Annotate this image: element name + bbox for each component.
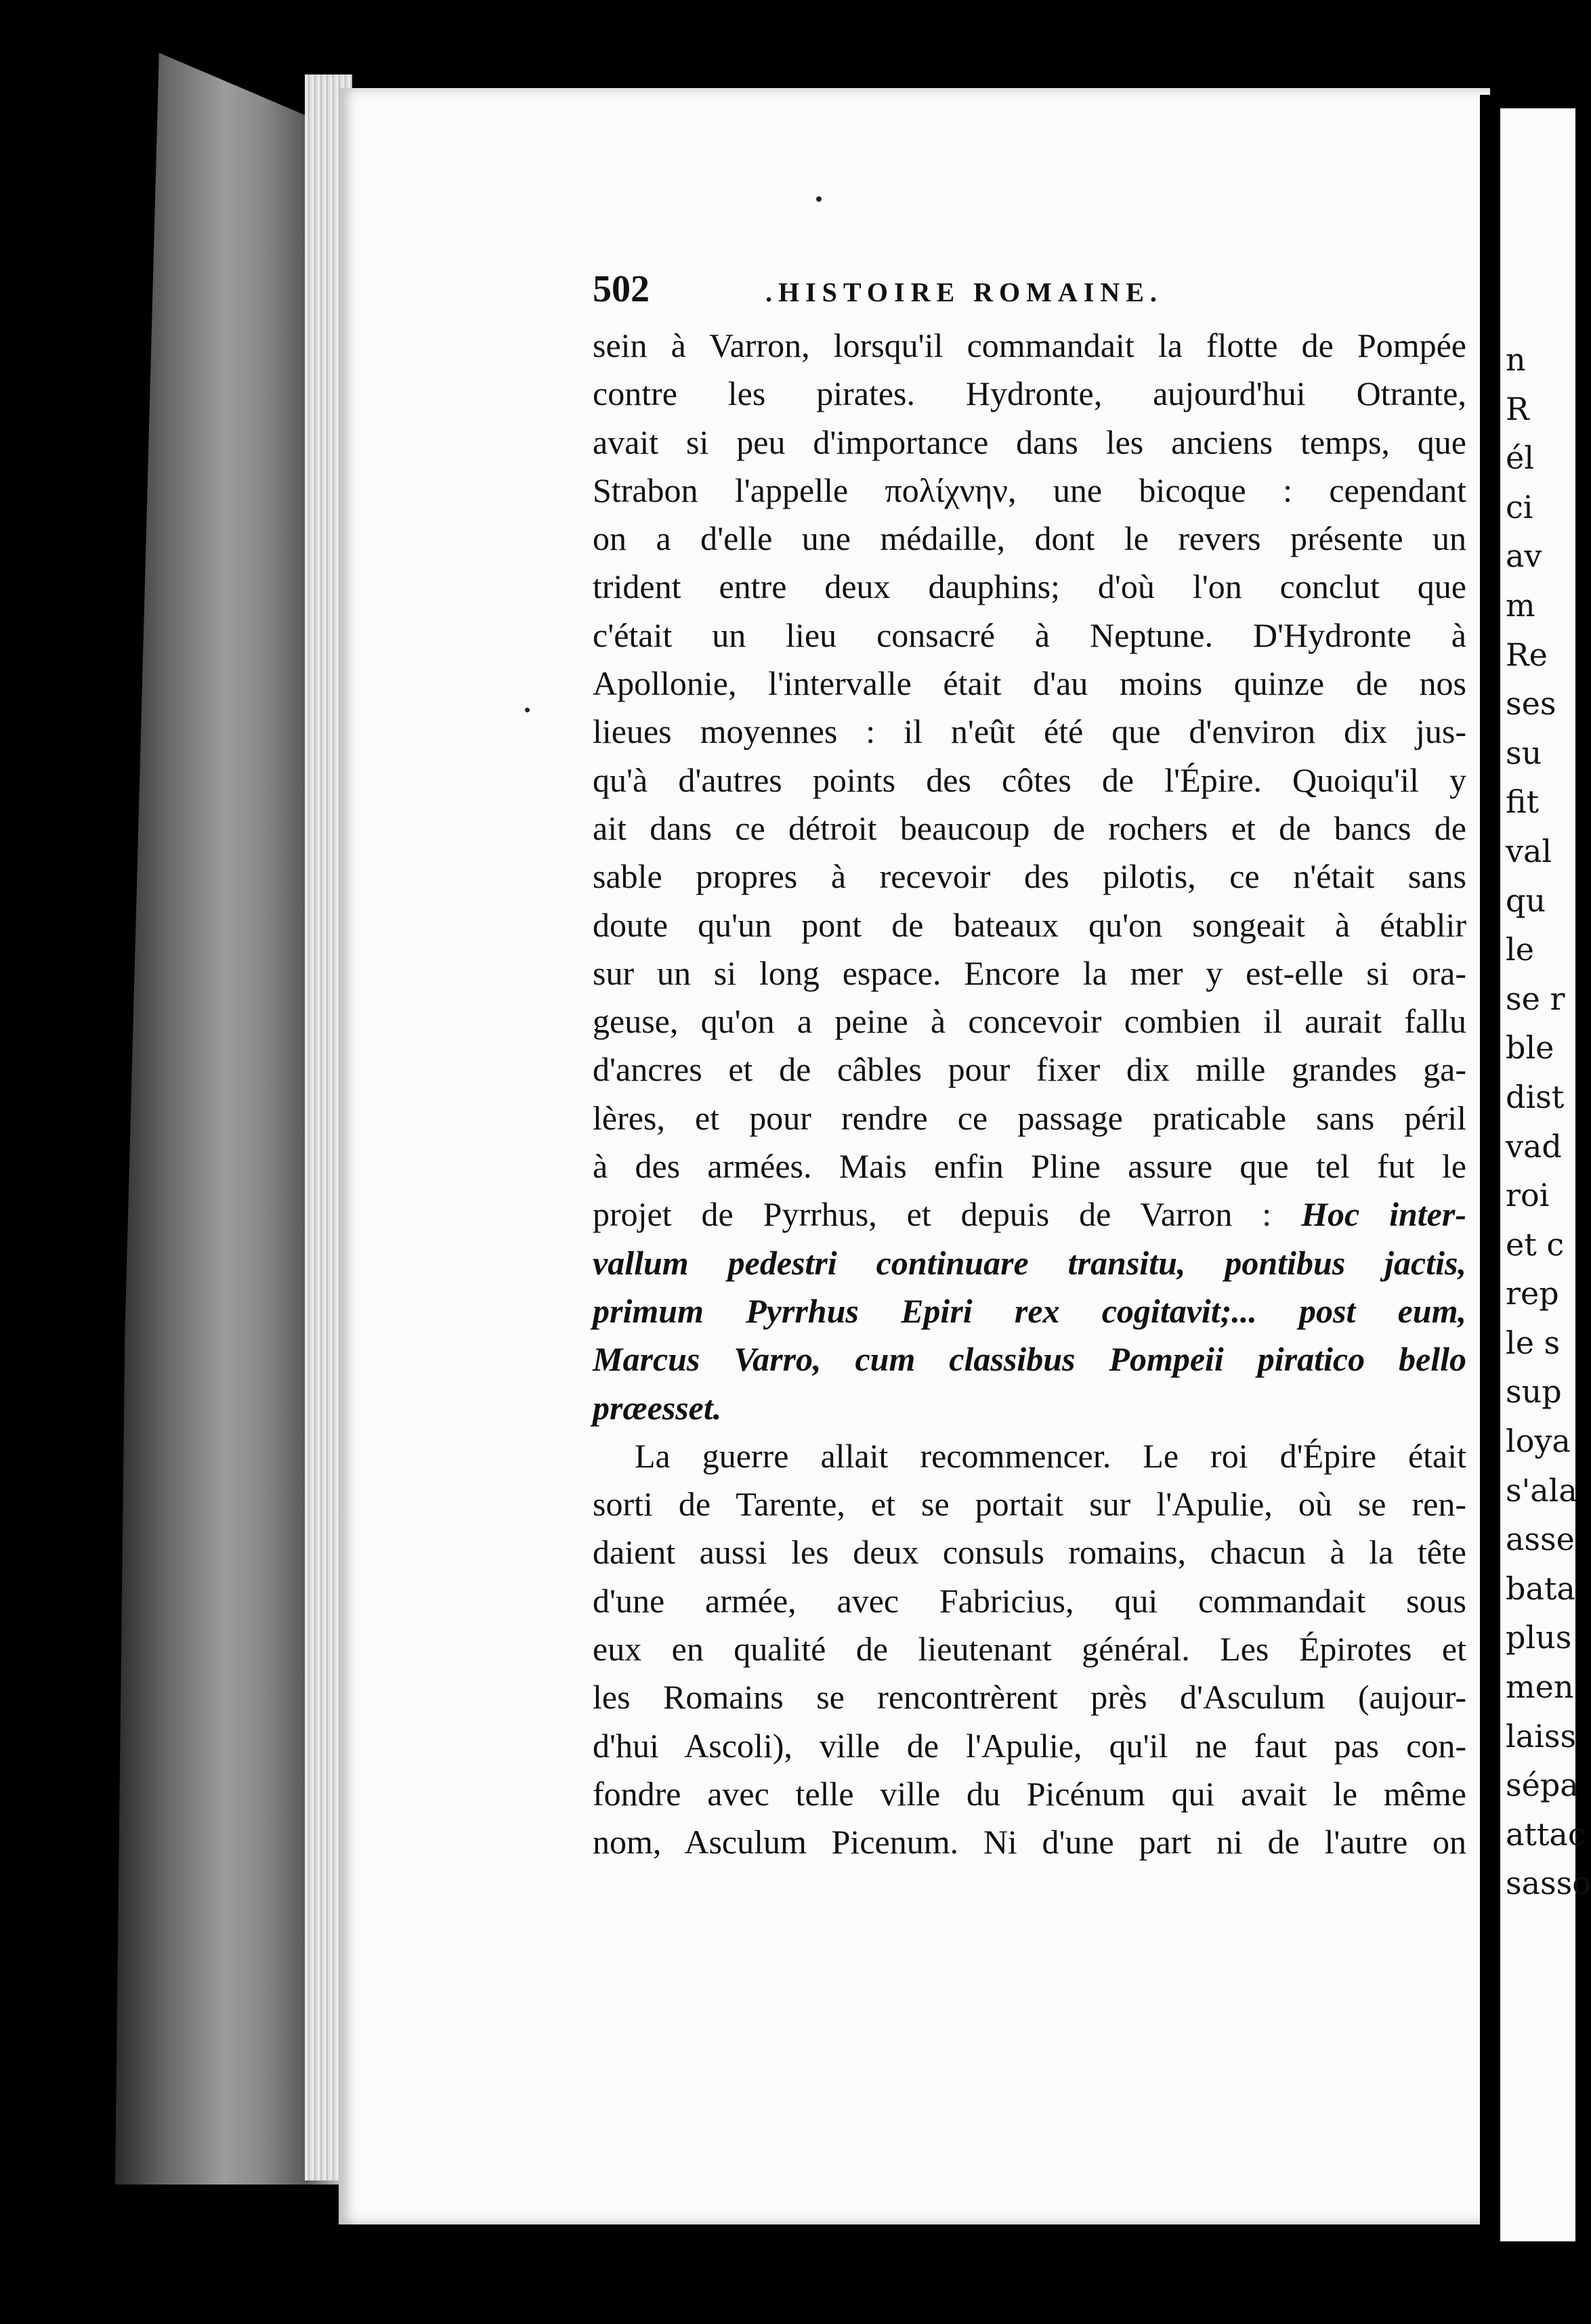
speck <box>525 708 530 712</box>
speck <box>816 196 822 202</box>
facing-page-line: val <box>1506 832 1552 869</box>
facing-page-line: attac <box>1506 1815 1586 1853</box>
paragraph-1 <box>593 322 1466 1190</box>
text-line: geuse, qu'on a peine à concevoir combien il aurait fallu <box>593 1002 1466 1041</box>
facing-page-line: Re <box>1506 636 1548 673</box>
facing-page-line: roi <box>1506 1177 1550 1214</box>
text-line: sorti de Tarente, et se portait sur l'Apulie, où se ren- <box>593 1485 1466 1524</box>
gutter-shadow <box>1480 95 1499 2224</box>
text-line: doute qu'un pont de bateaux qu'on songeait à établir <box>593 905 1466 944</box>
text-line: lieues moyennes : il n'eût été que d'environ dix jus- <box>593 712 1466 751</box>
text-line: nom, Asculum Picenum. Ni d'une part ni de l'autre on <box>593 1823 1466 1862</box>
paragraph-2 <box>593 1432 1466 1867</box>
text-line <box>593 1190 1466 1239</box>
text-line: qu'à d'autres points des côtes de l'Épire. Quoiqu'il y <box>593 760 1466 799</box>
facing-page-line: av <box>1506 538 1542 575</box>
text-line: trident entre deux dauphins; d'où l'on conclut que <box>593 567 1466 606</box>
facing-page-line: sépa <box>1506 1767 1579 1804</box>
running-head <box>593 267 1466 322</box>
text-line: contre les pirates. Hydronte, aujourd'hui Otrante, <box>593 374 1466 413</box>
facing-page-line: le <box>1506 931 1534 968</box>
text-line: Apollonie, l'intervalle était d'au moins quinze de nos <box>593 664 1466 703</box>
page-number: 502 <box>593 268 650 310</box>
text-line: on a d'elle une médaille, dont le revers présente un <box>593 519 1466 558</box>
text-line: ait dans ce détroit beaucoup de rochers et de bancs de <box>593 809 1466 847</box>
text-line: d'ancres et de câbles pour fixer dix mille grandes ga- <box>593 1050 1466 1089</box>
facing-page-line: ble <box>1506 1029 1554 1067</box>
facing-page-line: m <box>1506 586 1535 624</box>
text-line: La guerre allait recommencer. Le roi d'Épire était <box>635 1436 1466 1475</box>
facing-page-line: R <box>1506 390 1529 427</box>
text-italic: Hoc inter- <box>1301 1195 1466 1234</box>
facing-page-line: s'ala <box>1506 1471 1577 1509</box>
facing-page-line: qu <box>1506 882 1546 919</box>
facing-page-line: bata <box>1506 1570 1575 1607</box>
facing-page-line: rep <box>1506 1275 1559 1312</box>
facing-page-line: laiss <box>1506 1717 1577 1755</box>
facing-page-line: asse <box>1506 1521 1575 1558</box>
text-line: daient aussi les deux consuls romains, chacun à la tête <box>593 1533 1466 1572</box>
facing-page-fragment <box>1500 108 1591 2241</box>
facing-page-line: sasso <box>1506 1865 1591 1902</box>
text-line: Marcus Varro, cum classibus Pompeii piratico bello <box>593 1340 1466 1379</box>
text-line: fondre avec telle ville du Picénum qui avait le même <box>593 1774 1466 1813</box>
latin-quotation <box>593 1239 1466 1432</box>
text-line: Strabon l'appelle πολίχνην, une bicoque : cependant <box>593 471 1466 509</box>
body-text <box>593 322 1466 1867</box>
facing-page-line: le s <box>1506 1324 1561 1361</box>
text-line: sable propres à recevoir des pilotis, ce n'était sans <box>593 857 1466 896</box>
facing-page-line: vad <box>1506 1127 1562 1165</box>
facing-page-line: ses <box>1506 685 1556 723</box>
text-line: d'une armée, avec Fabricius, qui commandait sous <box>593 1581 1466 1620</box>
facing-page-line: fit <box>1506 783 1540 821</box>
text-line: lères, et pour rendre ce passage praticable sans péril <box>593 1098 1466 1137</box>
text-line: præesset. <box>593 1388 722 1427</box>
facing-page-line: n <box>1506 341 1526 378</box>
facing-page-line: men <box>1506 1669 1574 1706</box>
text-line: vallum pedestri continuare transitu, pontibus jactis, <box>593 1243 1466 1282</box>
facing-page-line: se r <box>1506 980 1565 1017</box>
text-roman: projet de Pyrrhus, et depuis de Varron : <box>593 1195 1302 1234</box>
text-line: sur un si long espace. Encore la mer y est-elle si ora- <box>593 953 1466 992</box>
running-title: .HISTOIRE ROMAINE. <box>765 277 1163 307</box>
text-line: c'était un lieu consacré à Neptune. D'Hydronte à <box>593 616 1466 654</box>
text-line: avait si peu d'importance dans les anciens temps, que <box>593 423 1466 461</box>
text-line: primum Pyrrhus Epiri rex cogitavit;... post eum, <box>593 1291 1466 1330</box>
facing-page-line: sup <box>1506 1373 1562 1411</box>
text-line: les Romains se rencontrèrent près d'Asculum (aujour- <box>593 1678 1466 1717</box>
facing-page-lines <box>1500 108 1591 1908</box>
page-content <box>593 267 1466 1867</box>
text-line: sein à Varron, lorsqu'il commandait la flotte de Pompée <box>593 326 1466 364</box>
text-line: d'hui Ascoli), ville de l'Apulie, qu'il ne faut pas con- <box>593 1726 1466 1765</box>
facing-page-line: su <box>1506 734 1542 771</box>
text-line: eux en qualité de lieutenant général. Les Épirotes et <box>593 1630 1466 1669</box>
facing-page-line: et c <box>1506 1226 1565 1263</box>
facing-page-line: él <box>1506 439 1534 477</box>
text-line: à des armées. Mais enfin Pline assure que tel fut le <box>593 1147 1466 1186</box>
facing-page-line: loya <box>1506 1423 1571 1460</box>
facing-page-line: ci <box>1506 488 1533 525</box>
facing-page-line: plus <box>1506 1619 1572 1656</box>
facing-page-line: dist <box>1506 1078 1565 1115</box>
